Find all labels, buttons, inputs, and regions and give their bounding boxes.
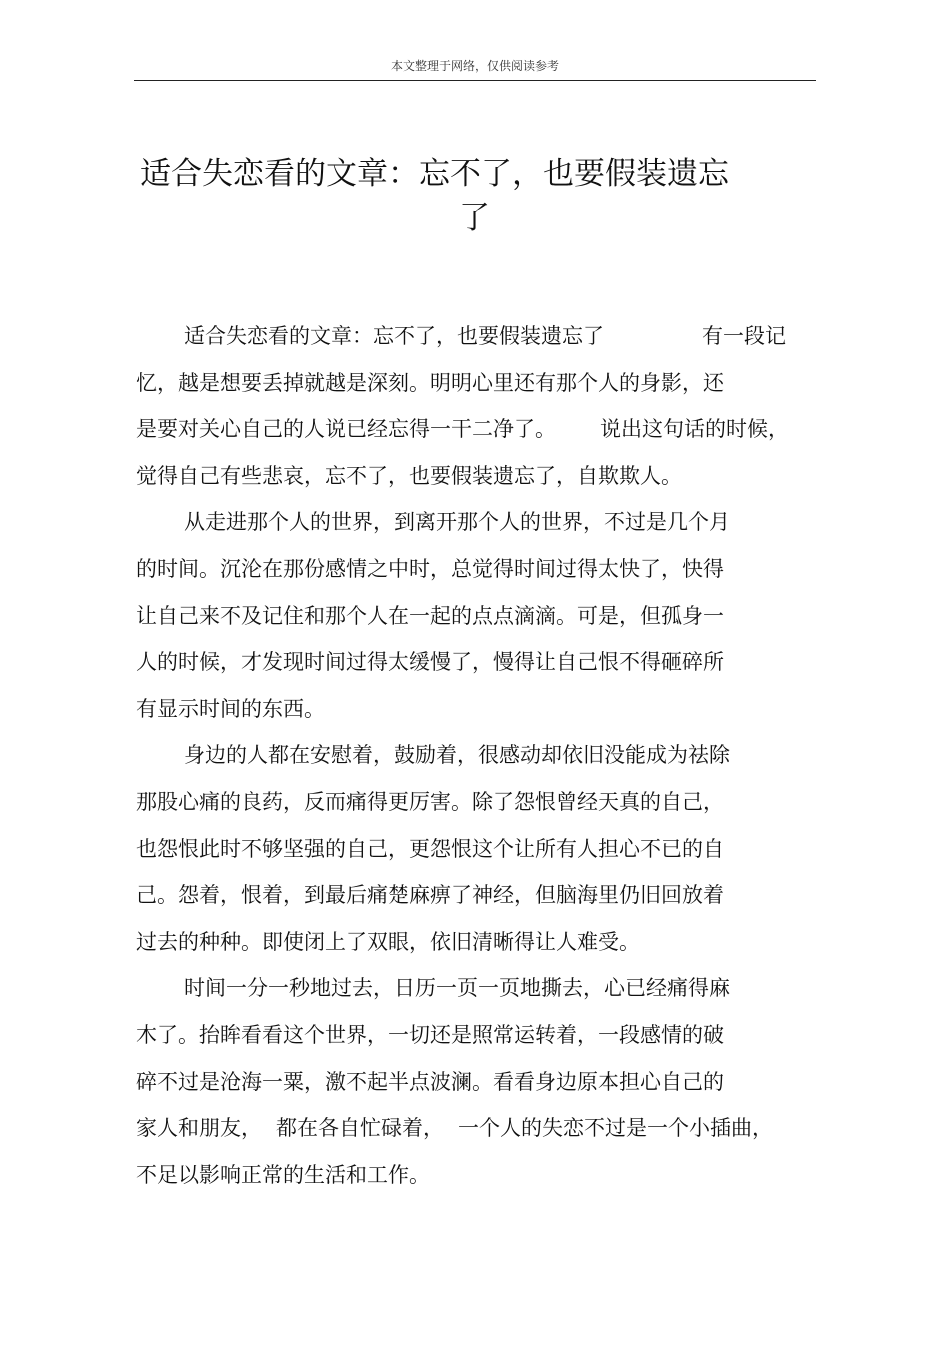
text-line: 时间一分一秒地过去，日历一页一页地撕去，心已经痛得麻	[184, 976, 730, 1001]
text-line: 让自己来不及记住和那个人在一起的点点滴滴。可是，但孤身一	[136, 603, 724, 628]
text-run: 都在各自忙碌着，	[276, 1116, 444, 1141]
text-run: 有一段记	[702, 324, 786, 348]
text-run: 家人和朋友，	[136, 1116, 262, 1141]
text-line: 过去的种种。即使闭上了双眼，依旧清晰得让人难受。	[136, 929, 640, 954]
text-line	[136, 406, 816, 453]
text-line: 木了。抬眸看看这个世界，一切还是照常运转着，一段感情的破	[136, 1022, 724, 1047]
article-title	[134, 152, 816, 240]
paragraph-2	[136, 499, 816, 732]
text-line: 有显示时间的东西。	[136, 696, 325, 721]
article-body	[136, 313, 816, 1198]
text-line: 己。怨着，恨着，到最后痛楚麻痹了神经，但脑海里仍旧回放着	[136, 883, 724, 908]
paragraph-4	[136, 965, 816, 1198]
text-run: 是要对关心自己的人说已经忘得一干二净了。	[136, 417, 556, 442]
paragraph-1	[136, 313, 816, 499]
text-line: 人的时候，才发现时间过得太缓慢了，慢得让自己恨不得砸碎所	[136, 650, 724, 675]
text-line: 从走进那个人的世界，到离开那个人的世界，不过是几个月	[184, 510, 730, 535]
text-line: 那股心痛的良药，反而痛得更厉害。除了怨恨曾经天真的自己，	[136, 789, 724, 814]
paragraph-3	[136, 732, 816, 965]
article-title-line-1: 适合失恋看的文章：忘不了，也要假装遗忘	[140, 156, 729, 192]
text-line: 忆，越是想要丢掉就越是深刻。明明心里还有那个人的身影，还	[136, 370, 724, 395]
header-divider	[134, 80, 816, 81]
text-run: 适合失恋看的文章：忘不了，也要假装遗忘了	[184, 324, 604, 348]
text-line: 碎不过是沧海一粟，激不起半点波澜。看看身边原本担心自己的	[136, 1069, 724, 1094]
text-line	[136, 313, 816, 360]
text-line: 不足以影响正常的生活和工作。	[136, 1162, 430, 1187]
text-run: 一个人的失恋不过是一个小插曲，	[458, 1116, 773, 1141]
page-header-note: 本文整理于网络，仅供阅读参考	[390, 59, 559, 73]
text-line: 也怨恨此时不够坚强的自己，更怨恨这个让所有人担心不已的自	[136, 836, 724, 861]
text-line	[136, 1105, 816, 1152]
text-run: 说出这句话的时候，	[600, 417, 789, 442]
text-line: 身边的人都在安慰着，鼓励着，很感动却依旧没能成为祛除	[184, 743, 730, 768]
article-title-line-2: 了	[459, 200, 490, 236]
text-line: 的时间。沉沦在那份感情之中时，总觉得时间过得太快了，快得	[136, 556, 724, 581]
text-line: 觉得自己有些悲哀，忘不了，也要假装遗忘了，自欺欺人。	[136, 463, 682, 488]
